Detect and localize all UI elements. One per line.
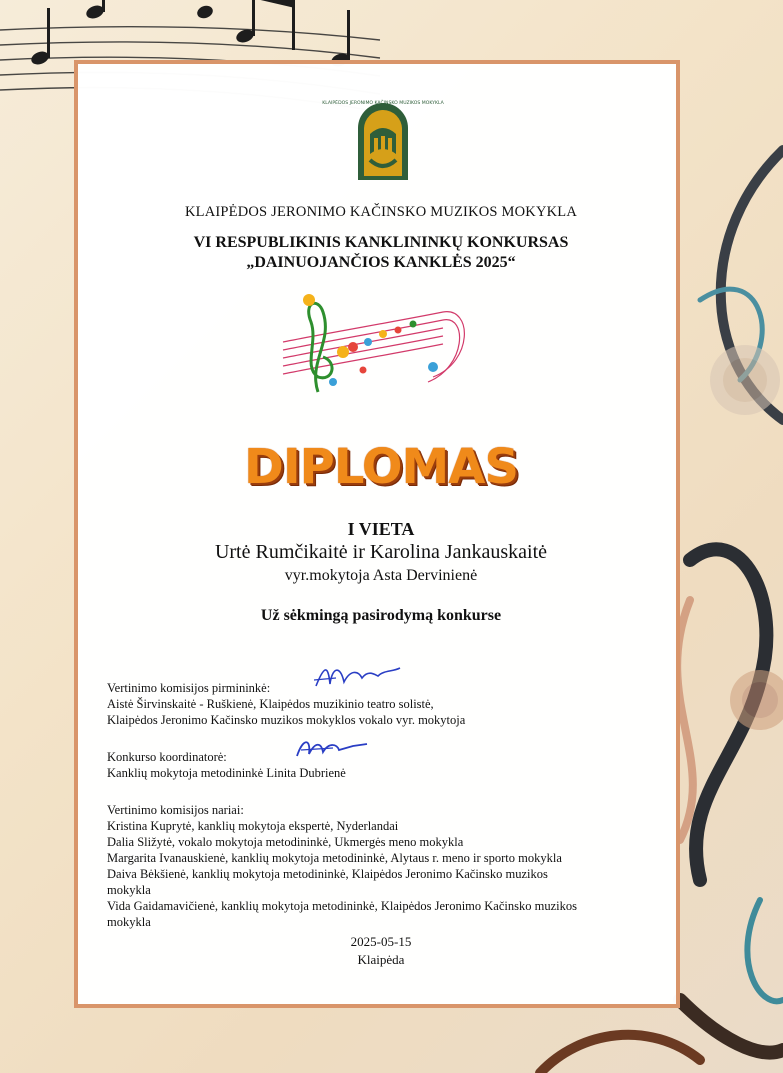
award-place: I VIETA <box>347 519 415 539</box>
coordinator-name: Kanklių mokytoja metodininkė Linita Dubrienė <box>107 766 346 780</box>
logo-ring-text: KLAIPĖDOS JERONIMO KAČINSKO MUZIKOS MOKYKLA <box>322 101 444 106</box>
teacher-name: vyr.mokytoja Asta Dervinienė <box>284 567 478 584</box>
jury-member: Dalia Sližytė, vokalo mokytoja metodininkė, Ukmergės meno mokykla <box>107 835 464 849</box>
diploma-title: DIPLOMAS <box>243 439 519 495</box>
chair-signature <box>310 656 410 696</box>
jury-members-block <box>107 802 577 930</box>
jury-member: mokykla <box>107 915 151 929</box>
jury-members-label: Vertinimo komisijos nariai: <box>107 803 244 817</box>
jury-member: mokykla <box>107 883 151 897</box>
coordinator-label: Konkurso koordinatorė: <box>107 750 227 764</box>
winner-names: Urtė Rumčikaitė ir Karolina Jankauskaitė <box>214 541 548 563</box>
jury-member: Kristina Kuprytė, kanklių mokytoja ekspertė, Nyderlandai <box>107 819 399 833</box>
rose-decoration <box>710 345 783 730</box>
jury-chair-line2: Klaipėdos Jeronimo Kačinsko muzikos mokyklos vokalo vyr. mokytoja <box>107 713 466 727</box>
coordinator-signature <box>293 732 373 762</box>
jury-member: Margarita Ivanauskienė, kanklių mokytoja metodininkė, Alytaus r. meno ir sporto mokykla <box>107 851 562 865</box>
school-logo <box>322 94 444 184</box>
jury-chair-block <box>107 680 465 728</box>
jury-chair-line1: Aistė Širvinskaitė - Ruškienė, Klaipėdos muzikinio teatro solistė, <box>107 697 434 711</box>
jury-chair-label: Vertinimo komisijos pirmininkė: <box>107 681 271 695</box>
contest-title: VI RESPUBLIKINIS KANKLININKŲ KONKURSAS <box>193 234 569 251</box>
school-name: KLAIPĖDOS JERONIMO KAČINSKO MUZIKOS MOKYKLA <box>184 204 578 220</box>
contest-name: „DAINUOJANČIOS KANKLĖS 2025“ <box>246 254 516 271</box>
jury-member: Daiva Bėkšienė, kanklių mokytoja metodininkė, Klaipėdos Jeronimo Kačinsko muzikos <box>107 867 548 881</box>
treble-clef-illustration <box>273 282 473 402</box>
diploma-date: 2025-05-15 <box>350 934 412 949</box>
diploma-frame <box>74 60 680 1008</box>
jury-member: Vida Gaidamavičienė, kanklių mokytoja metodininkė, Klaipėdos Jeronimo Kačinsko muzikos <box>107 899 577 913</box>
award-reason: Už sėkmingą pasirodymą konkurse <box>260 607 502 624</box>
diploma-city: Klaipėda <box>357 952 405 967</box>
